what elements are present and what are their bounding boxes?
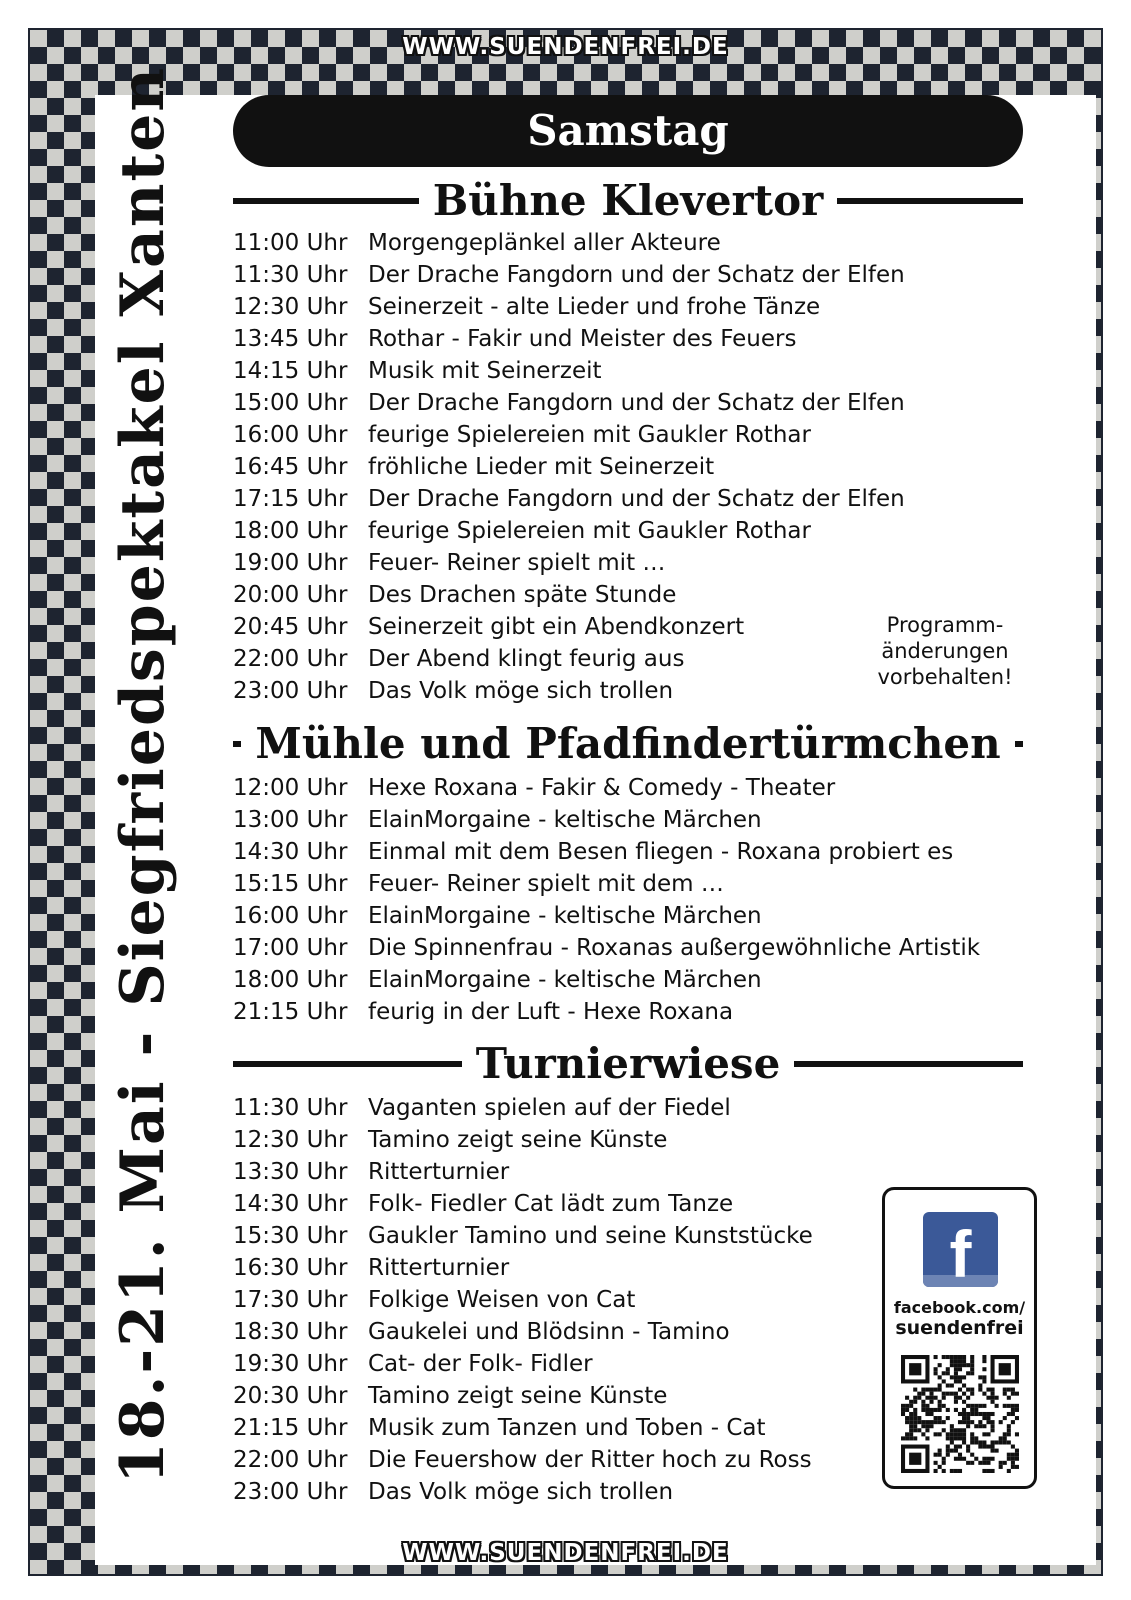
section-title: Bühne Klevertor [419,176,837,225]
schedule-time: 14:15 Uhr [233,358,348,384]
schedule-time: 16:45 Uhr [233,454,348,480]
schedule-act: Der Drache Fangdorn und der Schatz der Elfen [368,486,905,512]
section-header-muehle [233,718,1023,770]
schedule-time: 12:30 Uhr [233,294,348,320]
note-line: Programm- [886,613,1004,637]
schedule-act: Tamino zeigt seine Künste [368,1383,668,1409]
section-title: Mühle und Pfadfindertürmchen [241,719,1014,768]
schedule-act: Ritterturnier [368,1255,510,1281]
schedule-act: Feuer- Reiner spielt mit dem … [368,871,724,897]
schedule-act: Des Drachen späte Stunde [368,582,677,608]
schedule-time: 16:30 Uhr [233,1255,348,1281]
schedule-act: Der Drache Fangdorn und der Schatz der Elfen [368,390,905,416]
event-title-vertical: 18.-21. Mai - Siegfriedspektakel Xanten [108,66,178,1484]
section-header-buehne-klevertor [233,175,1023,227]
schedule-act: Morgengeplänkel aller Akteure [368,230,721,256]
facebook-card[interactable] [882,1187,1037,1489]
schedule-act: feurige Spielereien mit Gaukler Rothar [368,422,811,448]
schedule-act: feurige Spielereien mit Gaukler Rothar [368,518,811,544]
schedule-time: 14:30 Uhr [233,839,348,865]
schedule-time: 18:00 Uhr [233,967,348,993]
schedule-act: Tamino zeigt seine Künste [368,1127,668,1153]
schedule-time: 11:30 Uhr [233,1095,348,1121]
schedule-time: 20:30 Uhr [233,1383,348,1409]
schedule-time: 13:45 Uhr [233,326,348,352]
schedule-act: Einmal mit dem Besen fliegen - Roxana probiert es [368,839,954,865]
schedule-time: 15:15 Uhr [233,871,348,897]
schedule-time: 17:30 Uhr [233,1287,348,1313]
schedule-time: 15:30 Uhr [233,1223,348,1249]
schedule-time: 12:00 Uhr [233,775,348,801]
schedule-time: 11:30 Uhr [233,262,348,288]
schedule-act: Der Abend klingt feurig aus [368,646,685,672]
schedule-act: Die Spinnenfrau - Roxanas außergewöhnliche Artistik [368,935,981,961]
website-link-bottom[interactable]: WWW.SUENDENFREI.DE [402,1540,729,1566]
facebook-logo-letter: f [949,1217,972,1287]
schedule-time: 16:00 Uhr [233,422,348,448]
day-banner: Samstag [233,95,1023,167]
schedule-time: 15:00 Uhr [233,390,348,416]
website-link-top[interactable]: WWW.SUENDENFREI.DE [402,34,729,60]
schedule-act: Gaukelei und Blödsinn - Tamino [368,1319,730,1345]
schedule-time: 19:00 Uhr [233,550,348,576]
schedule-act: Musik mit Seinerzeit [368,358,602,384]
qr-code-icon[interactable] [901,1355,1019,1473]
schedule-act: Folkige Weisen von Cat [368,1287,636,1313]
schedule-act: Folk- Fiedler Cat lädt zum Tanze [368,1191,734,1217]
schedule-act: Feuer- Reiner spielt mit … [368,550,666,576]
schedule-time: 13:00 Uhr [233,807,348,833]
schedule-act: Vaganten spielen auf der Fiedel [368,1095,731,1121]
schedule-time: 18:30 Uhr [233,1319,348,1345]
schedule-time: 16:00 Uhr [233,903,348,929]
schedule-act: Das Volk möge sich trollen [368,678,674,704]
note-line: änderungen [881,639,1009,663]
schedule-time: 23:00 Uhr [233,678,348,704]
schedule-time: 21:15 Uhr [233,1415,348,1441]
schedule-act: Gaukler Tamino und seine Kunststücke [368,1223,813,1249]
schedule-act: Seinerzeit - alte Lieder und frohe Tänze [368,294,821,320]
facebook-url-line1[interactable]: facebook.com/ [893,1298,1026,1317]
program-change-note [870,612,1020,690]
schedule-act: Musik zum Tanzen und Toben - Cat [368,1415,766,1441]
schedule-act: Rothar - Fakir und Meister des Feuers [368,326,797,352]
schedule-act: Das Volk möge sich trollen [368,1479,674,1505]
schedule-act: ElainMorgaine - keltische Märchen [368,807,762,833]
schedule-act: Seinerzeit gibt ein Abendkonzert [368,614,745,640]
schedule-time: 23:00 Uhr [233,1479,348,1505]
facebook-icon[interactable] [923,1212,998,1287]
schedule-time: 21:15 Uhr [233,999,348,1025]
schedule-time: 22:00 Uhr [233,646,348,672]
schedule-time: 13:30 Uhr [233,1159,348,1185]
schedule-act: Ritterturnier [368,1159,510,1185]
schedule-act: fröhliche Lieder mit Seinerzeit [368,454,715,480]
schedule-act: Cat- der Folk- Fidler [368,1351,593,1377]
schedule-time: 18:00 Uhr [233,518,348,544]
schedule-time: 12:30 Uhr [233,1127,348,1153]
section-title: Turnierwiese [462,1039,795,1088]
schedule-act: Hexe Roxana - Fakir & Comedy - Theater [368,775,836,801]
schedule-time: 11:00 Uhr [233,230,348,256]
schedule-act: ElainMorgaine - keltische Märchen [368,967,762,993]
schedule-time: 14:30 Uhr [233,1191,348,1217]
schedule-act: Die Feuershow der Ritter hoch zu Ross [368,1447,812,1473]
schedule-time: 19:30 Uhr [233,1351,348,1377]
section-header-turnierwiese [233,1038,1023,1090]
schedule-time: 20:45 Uhr [233,614,348,640]
schedule-time: 17:00 Uhr [233,935,348,961]
schedule-time: 17:15 Uhr [233,486,348,512]
schedule-act: ElainMorgaine - keltische Märchen [368,903,762,929]
note-line: vorbehalten! [877,665,1013,689]
schedule-act: Der Drache Fangdorn und der Schatz der Elfen [368,262,905,288]
schedule-time: 20:00 Uhr [233,582,348,608]
schedule-act: feurig in der Luft - Hexe Roxana [368,999,734,1025]
schedule-time: 22:00 Uhr [233,1447,348,1473]
facebook-url-line2[interactable]: suendenfrei [895,1317,1024,1339]
